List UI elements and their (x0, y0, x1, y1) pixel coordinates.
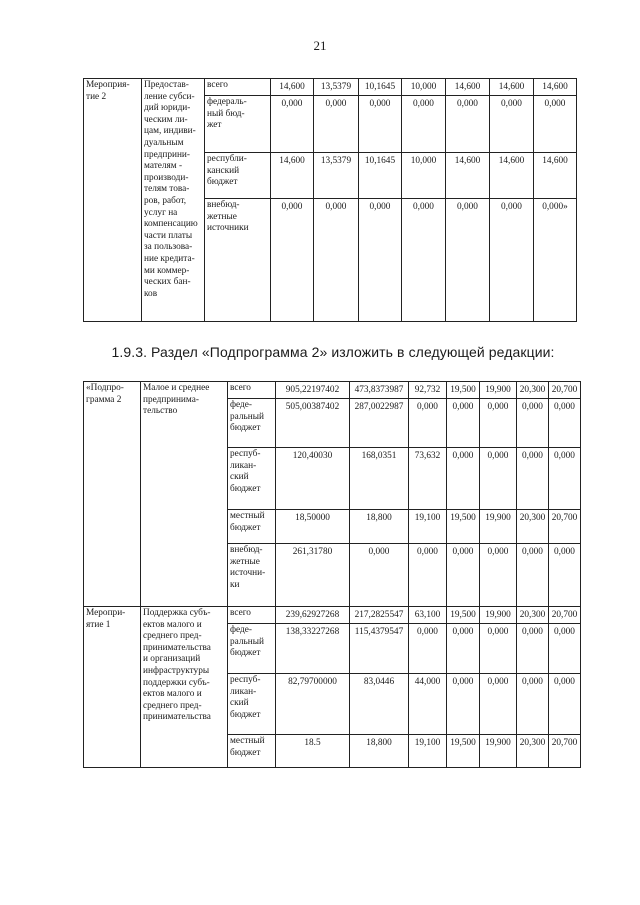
amount-cell: 0,000 (447, 624, 480, 674)
funding-source-label: респуб- ликан- ский бюджет (228, 448, 276, 510)
amount-cell: 0,000 (549, 624, 581, 674)
amount-cell: 10,1645 (359, 79, 402, 96)
amount-cell: 0,000 (480, 448, 517, 510)
amount-cell: 14,600 (446, 153, 490, 199)
amount-cell: 0,000 (517, 544, 549, 607)
amount-cell: 0,000 (534, 96, 577, 153)
amount-cell: 14,600 (271, 153, 314, 199)
amount-cell: 473,8373987 (350, 382, 409, 399)
amount-cell: 0,000 (517, 674, 549, 735)
amount-cell: 0,000 (271, 96, 314, 153)
amount-cell: 20,300 (517, 510, 549, 544)
amount-cell: 20,700 (549, 382, 581, 399)
program-description: Поддержка субъ- ектов малого и среднего пред- принимательства и организаций инфраструктуры поддержки субъ- ектов малого и среднего пред- принимательства (141, 607, 228, 768)
amount-cell: 0,000 (350, 544, 409, 607)
program-code: «Подпро- грамма 2 (84, 382, 141, 607)
amount-cell: 0,000 (447, 544, 480, 607)
amount-cell: 14,600 (271, 79, 314, 96)
amount-cell: 44,000 (409, 674, 447, 735)
amount-cell: 0,000 (549, 674, 581, 735)
program-code: Меропри- ятие 1 (84, 607, 141, 768)
amount-cell: 19,900 (480, 382, 517, 399)
amount-cell: 19,500 (447, 607, 480, 624)
amount-cell: 0,000 (480, 624, 517, 674)
amount-cell: 19,500 (447, 510, 480, 544)
measure-code: Мероприя- тие 2 (84, 79, 142, 322)
amount-cell: 138,33227268 (276, 624, 350, 674)
page-number: 21 (313, 38, 327, 53)
amount-cell: 13,5379 (314, 153, 359, 199)
amount-cell: 0,000 (409, 399, 447, 448)
table-row (84, 607, 581, 624)
amount-cell: 73,632 (409, 448, 447, 510)
amount-cell: 18,50000 (276, 510, 350, 544)
amount-cell: 14,600 (446, 79, 490, 96)
table-row (84, 382, 581, 399)
amount-cell: 0,000 (480, 544, 517, 607)
funding-source-label: местный бюджет (228, 735, 276, 768)
amount-cell: 20,700 (549, 735, 581, 768)
funding-source-label: всего (205, 79, 271, 96)
amount-cell: 0,000 (480, 399, 517, 448)
amount-cell: 0,000 (447, 399, 480, 448)
amount-cell: 20,300 (517, 607, 549, 624)
amount-cell: 19,500 (447, 735, 480, 768)
funding-source-label: феде- ральный бюджет (228, 399, 276, 448)
section-heading: 1.9.3. Раздел «Подпрограмма 2» изложить в следующей редакции: (111, 344, 555, 360)
amount-cell: 0,000 (402, 199, 446, 322)
funding-source-label: всего (228, 607, 276, 624)
amount-cell: 14,600 (534, 79, 577, 96)
amount-cell: 239,62927268 (276, 607, 350, 624)
amount-cell: 120,40030 (276, 448, 350, 510)
amount-cell: 287,0022987 (350, 399, 409, 448)
amount-cell: 0,000 (549, 544, 581, 607)
table-row (84, 79, 577, 96)
amount-cell: 83,0446 (350, 674, 409, 735)
amount-cell: 18,800 (350, 735, 409, 768)
funding-source-label: республи- канский бюджет (205, 153, 271, 199)
amount-cell: 0,000 (517, 448, 549, 510)
amount-cell: 19,100 (409, 510, 447, 544)
funding-source-label: внебюд- жетные источники (205, 199, 271, 322)
amount-cell: 18,800 (350, 510, 409, 544)
amount-cell: 0,000 (402, 96, 446, 153)
amount-cell: 92,732 (409, 382, 447, 399)
funding-table-subprogram-2 (83, 381, 581, 768)
amount-cell: 0,000 (480, 674, 517, 735)
funding-source-label: федераль- ный бюд- жет (205, 96, 271, 153)
amount-cell: 20,700 (549, 607, 581, 624)
amount-cell: 19,900 (480, 607, 517, 624)
amount-cell: 10,1645 (359, 153, 402, 199)
funding-source-label: респуб- ликан- ский бюджет (228, 674, 276, 735)
amount-cell: 168,0351 (350, 448, 409, 510)
amount-cell: 261,31780 (276, 544, 350, 607)
amount-cell: 0,000 (359, 96, 402, 153)
funding-source-label: всего (228, 382, 276, 399)
funding-source-label: внебюд- жетные источни- ки (228, 544, 276, 607)
amount-cell: 0,000 (446, 199, 490, 322)
amount-cell: 14,600 (490, 153, 534, 199)
amount-cell: 0,000 (490, 96, 534, 153)
amount-cell: 0,000 (517, 624, 549, 674)
amount-cell: 19,900 (480, 735, 517, 768)
amount-cell: 63,100 (409, 607, 447, 624)
amount-cell: 905,22197402 (276, 382, 350, 399)
amount-cell: 0,000 (314, 199, 359, 322)
program-description: Малое и среднее предпринима- тельство (141, 382, 228, 607)
amount-cell: 0,000 (446, 96, 490, 153)
amount-cell: 0,000 (314, 96, 359, 153)
funding-source-label: местный бюджет (228, 510, 276, 544)
amount-cell: 19,100 (409, 735, 447, 768)
amount-cell: 0,000 (447, 674, 480, 735)
amount-cell: 0,000 (447, 448, 480, 510)
amount-cell: 14,600 (490, 79, 534, 96)
amount-cell: 505,00387402 (276, 399, 350, 448)
amount-cell: 0,000 (517, 399, 549, 448)
funding-source-label: феде- ральный бюджет (228, 624, 276, 674)
amount-cell: 0,000 (409, 544, 447, 607)
amount-cell: 19,900 (480, 510, 517, 544)
amount-cell: 18.5 (276, 735, 350, 768)
amount-cell: 0,000 (409, 624, 447, 674)
amount-cell: 20,700 (549, 510, 581, 544)
amount-cell: 0,000 (549, 448, 581, 510)
amount-cell: 0,000 (271, 199, 314, 322)
amount-cell: 0,000 (359, 199, 402, 322)
amount-cell: 10,000 (402, 79, 446, 96)
funding-table-measure-2 (83, 78, 577, 322)
amount-cell: 0,000» (534, 199, 577, 322)
amount-cell: 0,000 (549, 399, 581, 448)
amount-cell: 0,000 (490, 199, 534, 322)
amount-cell: 20,300 (517, 735, 549, 768)
amount-cell: 13,5379 (314, 79, 359, 96)
amount-cell: 115,4379547 (350, 624, 409, 674)
amount-cell: 20,300 (517, 382, 549, 399)
amount-cell: 14,600 (534, 153, 577, 199)
amount-cell: 10,000 (402, 153, 446, 199)
amount-cell: 217,2825547 (350, 607, 409, 624)
amount-cell: 82,79700000 (276, 674, 350, 735)
measure-description: Предостав- ление субси- дий юриди- ческим ли- цам, индиви- дуальным предприни- мателям - производи- телям това- ров, работ, услуг на компенсацию части платы за пользова- ние кредита- ми коммер- ческих бан- ков (142, 79, 205, 322)
amount-cell: 19,500 (447, 382, 480, 399)
